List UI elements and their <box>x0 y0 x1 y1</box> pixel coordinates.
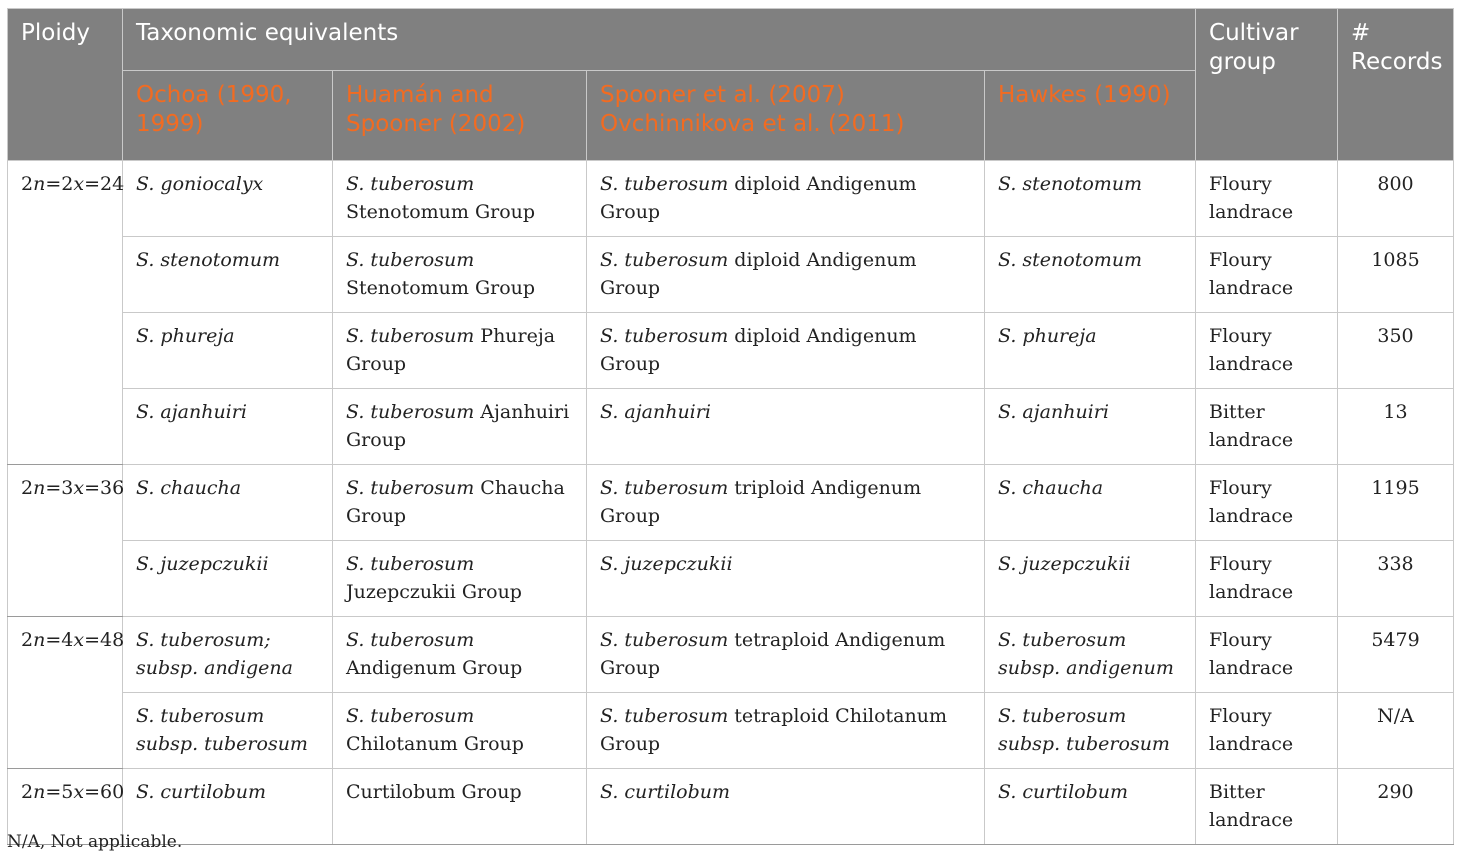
table-row <box>8 389 1454 465</box>
hawkes-species: S. stenotomum <box>998 249 1143 271</box>
cell-cultivar: Floury landrace <box>1196 693 1338 769</box>
cell-ochoa <box>123 617 333 693</box>
huaman-group: Juzepczukii Group <box>346 581 522 603</box>
cell-records: 290 <box>1338 769 1454 845</box>
cell-ploidy: 2n=4x=48 <box>8 617 123 769</box>
cell-ochoa <box>123 541 333 617</box>
hawkes-species: S. tuberosum subsp. andigenum <box>998 629 1174 679</box>
cell-huaman <box>333 313 587 389</box>
footnote: N/A, Not applicable. <box>7 832 183 852</box>
cell-records: N/A <box>1338 693 1454 769</box>
spooner-group: triploid Andigenum Group <box>600 477 922 527</box>
hawkes-species: S. ajanhuiri <box>998 401 1109 423</box>
header-taxonomic-equivalents: Taxonomic equivalents <box>123 9 1196 71</box>
ochoa-name: S. chaucha <box>136 477 242 499</box>
cell-huaman <box>333 769 587 845</box>
cell-huaman <box>333 541 587 617</box>
hawkes-species: S. curtilobum <box>998 781 1129 803</box>
table-body <box>8 161 1454 845</box>
cell-huaman <box>333 161 587 237</box>
hawkes-species: S. tuberosum subsp. tuberosum <box>998 705 1170 755</box>
huaman-group: Stenotomum Group <box>346 201 536 223</box>
spooner-species: S. tuberosum <box>600 705 729 727</box>
cell-records: 5479 <box>1338 617 1454 693</box>
cell-huaman <box>333 617 587 693</box>
header-cultivar-group: Cultivar group <box>1196 9 1338 161</box>
table-row <box>8 465 1454 541</box>
spooner-group: tetraploid Chilotanum Group <box>600 705 947 755</box>
table-header <box>8 9 1454 161</box>
huaman-species: S. tuberosum <box>346 325 475 347</box>
huaman-group: Stenotomum Group <box>346 277 536 299</box>
cell-spooner <box>587 161 985 237</box>
cell-cultivar: Floury landrace <box>1196 313 1338 389</box>
cell-records: 338 <box>1338 541 1454 617</box>
table-row <box>8 693 1454 769</box>
table-container <box>7 8 1453 845</box>
cell-cultivar: Floury landrace <box>1196 541 1338 617</box>
cell-ploidy: 2n=2x=24 <box>8 161 123 465</box>
cell-spooner <box>587 769 985 845</box>
cell-records: 800 <box>1338 161 1454 237</box>
huaman-species: S. tuberosum <box>346 401 475 423</box>
spooner-species: S. tuberosum <box>600 173 729 195</box>
cell-hawkes <box>985 389 1196 465</box>
spooner-group: tetraploid Andigenum Group <box>600 629 946 679</box>
cell-records: 1195 <box>1338 465 1454 541</box>
huaman-group: Phureja Group <box>346 325 556 375</box>
huaman-species: S. tuberosum <box>346 477 475 499</box>
cell-ochoa <box>123 389 333 465</box>
ochoa-name: S. ajanhuiri <box>136 401 247 423</box>
cell-huaman <box>333 693 587 769</box>
cell-spooner <box>587 313 985 389</box>
cell-ploidy: 2n=3x=36 <box>8 465 123 617</box>
cell-hawkes <box>985 465 1196 541</box>
spooner-species: S. juzepczukii <box>600 553 733 575</box>
cell-cultivar: Floury landrace <box>1196 161 1338 237</box>
ochoa-name: S. stenotomum <box>136 249 281 271</box>
cell-records: 1085 <box>1338 237 1454 313</box>
spooner-group: diploid Andigenum Group <box>600 249 917 299</box>
ochoa-name: S. juzepczukii <box>136 553 269 575</box>
spooner-species: S. ajanhuiri <box>600 401 711 423</box>
cell-cultivar: Floury landrace <box>1196 237 1338 313</box>
spooner-species: S. tuberosum <box>600 325 729 347</box>
cell-cultivar: Floury landrace <box>1196 617 1338 693</box>
huaman-species: S. tuberosum <box>346 553 475 575</box>
header-source-spooner: Spooner et al. (2007) Ovchinnikova et al. (2011) <box>587 71 985 161</box>
cell-hawkes <box>985 161 1196 237</box>
table-row <box>8 237 1454 313</box>
huaman-species: S. tuberosum <box>346 705 475 727</box>
huaman-group: Curtilobum Group <box>346 781 522 803</box>
huaman-species: S. tuberosum <box>346 173 475 195</box>
cell-hawkes <box>985 237 1196 313</box>
ochoa-name: S. goniocalyx <box>136 173 264 195</box>
cell-spooner <box>587 389 985 465</box>
cell-hawkes <box>985 617 1196 693</box>
cell-huaman <box>333 237 587 313</box>
header-source-ochoa: Ochoa (1990, 1999) <box>123 71 333 161</box>
spooner-species: S. tuberosum <box>600 477 729 499</box>
hawkes-species: S. juzepczukii <box>998 553 1131 575</box>
cell-spooner <box>587 617 985 693</box>
spooner-group: diploid Andigenum Group <box>600 325 917 375</box>
ochoa-name: S. phureja <box>136 325 235 347</box>
cell-spooner <box>587 237 985 313</box>
cell-cultivar: Floury landrace <box>1196 465 1338 541</box>
cell-records: 350 <box>1338 313 1454 389</box>
cell-ochoa <box>123 313 333 389</box>
cell-hawkes <box>985 313 1196 389</box>
cell-cultivar: Bitter landrace <box>1196 389 1338 465</box>
cell-ochoa <box>123 465 333 541</box>
cell-hawkes <box>985 541 1196 617</box>
huaman-group: Chaucha Group <box>346 477 565 527</box>
header-source-hawkes: Hawkes (1990) <box>985 71 1196 161</box>
cell-ochoa <box>123 237 333 313</box>
header-records: # Records <box>1338 9 1454 161</box>
huaman-species: S. tuberosum <box>346 249 475 271</box>
cell-cultivar: Bitter landrace <box>1196 769 1338 845</box>
spooner-species: S. tuberosum <box>600 249 729 271</box>
cell-spooner <box>587 465 985 541</box>
cell-spooner <box>587 541 985 617</box>
huaman-species: S. tuberosum <box>346 629 475 651</box>
hawkes-species: S. stenotomum <box>998 173 1143 195</box>
cell-records: 13 <box>1338 389 1454 465</box>
header-source-huaman: Huamán and Spooner (2002) <box>333 71 587 161</box>
huaman-group: Ajanhuiri Group <box>346 401 570 451</box>
spooner-species: S. tuberosum <box>600 629 729 651</box>
cell-spooner <box>587 693 985 769</box>
taxonomy-table <box>7 8 1454 845</box>
cell-huaman <box>333 389 587 465</box>
cell-ploidy: 2n=5x=60 <box>8 769 123 845</box>
spooner-species: S. curtilobum <box>600 781 731 803</box>
ochoa-name: S. tuberosum; subsp. andigena <box>136 629 293 679</box>
cell-ochoa <box>123 693 333 769</box>
cell-hawkes <box>985 769 1196 845</box>
hawkes-species: S. chaucha <box>998 477 1104 499</box>
cell-huaman <box>333 465 587 541</box>
header-ploidy: Ploidy <box>8 9 123 161</box>
table-row <box>8 161 1454 237</box>
cell-ochoa <box>123 161 333 237</box>
table-row <box>8 617 1454 693</box>
ochoa-name: S. tuberosum subsp. tuberosum <box>136 705 308 755</box>
huaman-group: Chilotanum Group <box>346 733 524 755</box>
table-row <box>8 769 1454 845</box>
huaman-group: Andigenum Group <box>346 657 523 679</box>
table-row <box>8 313 1454 389</box>
spooner-group: diploid Andigenum Group <box>600 173 917 223</box>
table-row <box>8 541 1454 617</box>
cell-hawkes <box>985 693 1196 769</box>
ochoa-name: S. curtilobum <box>136 781 267 803</box>
hawkes-species: S. phureja <box>998 325 1097 347</box>
